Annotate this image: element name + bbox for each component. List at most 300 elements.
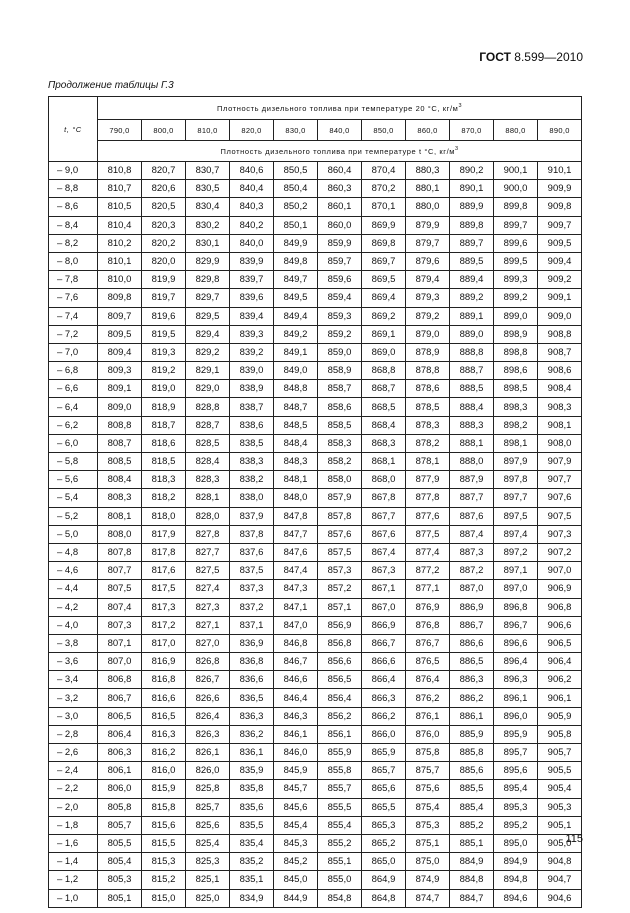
density-cell: 906,8: [538, 598, 582, 616]
density-cell: 887,4: [450, 525, 494, 543]
density-cell: 869,1: [362, 325, 406, 343]
density-header-cell: 870,0: [450, 120, 494, 141]
density-cell: 886,2: [450, 689, 494, 707]
density-cell: 875,4: [406, 798, 450, 816]
density-cell: 849,1: [274, 343, 318, 361]
density-cell: 868,5: [362, 398, 406, 416]
density-cell: 877,6: [406, 507, 450, 525]
density-header-cell: 820,0: [230, 120, 274, 141]
density-cell: 846,3: [274, 707, 318, 725]
temperature-cell: – 5,6: [49, 471, 98, 489]
density-cell: 889,1: [450, 307, 494, 325]
density-cell: 836,2: [230, 725, 274, 743]
density-cell: 879,0: [406, 325, 450, 343]
density-cell: 817,5: [142, 580, 186, 598]
standard-prefix: ГОСТ: [479, 50, 511, 64]
table-row: [49, 362, 582, 380]
density-cell: 845,2: [274, 853, 318, 871]
density-cell: 876,9: [406, 598, 450, 616]
density-cell: 836,3: [230, 707, 274, 725]
density-cell: 847,0: [274, 616, 318, 634]
density-cell: 840,6: [230, 162, 274, 180]
density-cell: 870,1: [362, 198, 406, 216]
density-cell: 859,4: [318, 289, 362, 307]
table-row: [49, 689, 582, 707]
density-cell: 909,8: [538, 198, 582, 216]
density-cell: 875,3: [406, 816, 450, 834]
density-cell: 828,3: [186, 471, 230, 489]
density-cell: 835,4: [230, 834, 274, 852]
temperature-cell: – 7,6: [49, 289, 98, 307]
density-cell: 836,1: [230, 744, 274, 762]
density-cell: 810,5: [98, 198, 142, 216]
density-cell: 807,5: [98, 580, 142, 598]
density-cell: 850,4: [274, 180, 318, 198]
density-cell: 877,8: [406, 489, 450, 507]
density-cell: 865,9: [362, 744, 406, 762]
density-cell: 847,8: [274, 507, 318, 525]
density-cell: 858,9: [318, 362, 362, 380]
density-cell: 817,2: [142, 616, 186, 634]
density-cell: 899,7: [494, 216, 538, 234]
density-cell: 907,5: [538, 507, 582, 525]
density-cell: 889,0: [450, 325, 494, 343]
density-cell: 895,2: [494, 816, 538, 834]
density-cell: 887,0: [450, 580, 494, 598]
temperature-cell: – 6,6: [49, 380, 98, 398]
density-cell: 839,2: [230, 343, 274, 361]
density-cell: 810,2: [98, 234, 142, 252]
density-cell: 860,3: [318, 180, 362, 198]
density-cell: 906,4: [538, 653, 582, 671]
density-cell: 878,8: [406, 362, 450, 380]
density-cell: 839,3: [230, 325, 274, 343]
density-cell: 850,2: [274, 198, 318, 216]
density-cell: 818,7: [142, 416, 186, 434]
density-cell: 895,3: [494, 798, 538, 816]
density-cell: 840,2: [230, 216, 274, 234]
density-cell: 827,7: [186, 543, 230, 561]
table-row: [49, 198, 582, 216]
temperature-cell: – 4,0: [49, 616, 98, 634]
density-cell: 818,9: [142, 398, 186, 416]
density-cell: 805,5: [98, 834, 142, 852]
density-cell: 837,6: [230, 543, 274, 561]
density-cell: 869,0: [362, 343, 406, 361]
density-cell: 908,4: [538, 380, 582, 398]
density-cell: 820,3: [142, 216, 186, 234]
table-row: [49, 180, 582, 198]
density-cell: 816,3: [142, 725, 186, 743]
density-cell: 847,1: [274, 598, 318, 616]
density-cell: 807,4: [98, 598, 142, 616]
density-cell: 847,7: [274, 525, 318, 543]
density-cell: 830,1: [186, 234, 230, 252]
density-cell: 829,2: [186, 343, 230, 361]
table-row: [49, 398, 582, 416]
density-cell: 858,0: [318, 471, 362, 489]
density-cell: 896,0: [494, 707, 538, 725]
density-cell: 835,5: [230, 816, 274, 834]
density-cell: 899,2: [494, 289, 538, 307]
density-cell: 864,9: [362, 871, 406, 889]
density-cell: 896,1: [494, 689, 538, 707]
density-cell: 879,7: [406, 234, 450, 252]
density-cell: 815,8: [142, 798, 186, 816]
density-cell: 816,8: [142, 671, 186, 689]
density-cell: 819,9: [142, 271, 186, 289]
temperature-cell: – 8,2: [49, 234, 98, 252]
density-cell: 838,9: [230, 380, 274, 398]
density-20c-header: Плотность дизельного топлива при температуре 20 °С, $кг/м^3$: [98, 97, 582, 120]
density-cell: 820,7: [142, 162, 186, 180]
density-cell: 875,6: [406, 780, 450, 798]
density-cell: 886,7: [450, 616, 494, 634]
density-cell: 885,9: [450, 725, 494, 743]
density-cell: 810,7: [98, 180, 142, 198]
density-cell: 845,6: [274, 798, 318, 816]
density-cell: 825,3: [186, 853, 230, 871]
temperature-cell: – 3,0: [49, 707, 98, 725]
density-cell: 858,3: [318, 434, 362, 452]
density-cell: 867,4: [362, 543, 406, 561]
density-cell: 908,6: [538, 362, 582, 380]
density-cell: 808,1: [98, 507, 142, 525]
table-row: [49, 580, 582, 598]
table-row: [49, 307, 582, 325]
density-cell: 809,1: [98, 380, 142, 398]
density-cell: 839,7: [230, 271, 274, 289]
density-cell: 894,9: [494, 853, 538, 871]
density-cell: 857,6: [318, 525, 362, 543]
density-cell: 827,4: [186, 580, 230, 598]
density-cell: 868,8: [362, 362, 406, 380]
density-cell: 846,4: [274, 689, 318, 707]
temperature-cell: – 5,0: [49, 525, 98, 543]
temperature-cell: – 7,2: [49, 325, 98, 343]
density-cell: 884,8: [450, 871, 494, 889]
density-cell: 808,4: [98, 471, 142, 489]
density-cell: 867,8: [362, 489, 406, 507]
density-cell: 849,2: [274, 325, 318, 343]
density-cell: 897,8: [494, 471, 538, 489]
density-cell: 835,1: [230, 871, 274, 889]
density-cell: 890,1: [450, 180, 494, 198]
density-cell: 908,8: [538, 325, 582, 343]
density-cell: 884,7: [450, 889, 494, 907]
density-cell: 847,3: [274, 580, 318, 598]
density-cell: 877,5: [406, 525, 450, 543]
density-header-cell: 790,0: [98, 120, 142, 141]
density-cell: 819,0: [142, 380, 186, 398]
density-cell: 805,8: [98, 798, 142, 816]
density-cell: 885,1: [450, 834, 494, 852]
density-cell: 815,3: [142, 853, 186, 871]
density-cell: 905,8: [538, 725, 582, 743]
density-cell: 825,7: [186, 798, 230, 816]
density-cell: 879,2: [406, 307, 450, 325]
density-cell: 855,0: [318, 871, 362, 889]
density-cell: 826,8: [186, 653, 230, 671]
density-header-cell: 800,0: [142, 120, 186, 141]
density-cell: 860,4: [318, 162, 362, 180]
table-row: [49, 525, 582, 543]
density-cell: 806,3: [98, 744, 142, 762]
density-cell: 829,9: [186, 252, 230, 270]
density-cell: 815,2: [142, 871, 186, 889]
density-cell: 888,1: [450, 434, 494, 452]
density-cell: 878,3: [406, 416, 450, 434]
density-cell: 897,9: [494, 453, 538, 471]
density-cell: 899,0: [494, 307, 538, 325]
density-cell: 889,9: [450, 198, 494, 216]
density-cell: 805,3: [98, 871, 142, 889]
density-cell: 847,6: [274, 543, 318, 561]
density-cell: 848,0: [274, 489, 318, 507]
table-row: [49, 707, 582, 725]
density-cell: 898,2: [494, 416, 538, 434]
density-cell: 845,9: [274, 762, 318, 780]
table-row: [49, 343, 582, 361]
density-cell: 855,8: [318, 762, 362, 780]
density-cell: 808,8: [98, 416, 142, 434]
density-cell: 855,7: [318, 780, 362, 798]
density-cell: 807,1: [98, 634, 142, 652]
standard-number: 8.599—2010: [514, 50, 583, 64]
density-cell: 905,0: [538, 834, 582, 852]
table-row: [49, 616, 582, 634]
density-cell: 867,3: [362, 562, 406, 580]
density-cell: 837,8: [230, 525, 274, 543]
density-cell: 887,6: [450, 507, 494, 525]
density-cell: 879,9: [406, 216, 450, 234]
table-body: [49, 162, 582, 908]
temperature-cell: – 3,4: [49, 671, 98, 689]
density-cell: 895,4: [494, 780, 538, 798]
density-cell: 845,0: [274, 871, 318, 889]
density-cell: 808,3: [98, 489, 142, 507]
density-cell: 865,0: [362, 853, 406, 871]
density-cell: 856,2: [318, 707, 362, 725]
temperature-cell: – 7,0: [49, 343, 98, 361]
density-cell: 896,7: [494, 616, 538, 634]
density-cell: 819,6: [142, 307, 186, 325]
temperature-cell: – 2,8: [49, 725, 98, 743]
density-cell: 806,5: [98, 707, 142, 725]
density-cell: 816,9: [142, 653, 186, 671]
density-cell: 826,1: [186, 744, 230, 762]
table-row: [49, 744, 582, 762]
document-code: [479, 50, 583, 64]
density-cell: 806,8: [98, 671, 142, 689]
density-cell: 829,7: [186, 289, 230, 307]
density-cell: 816,0: [142, 762, 186, 780]
temperature-cell: – 2,2: [49, 780, 98, 798]
density-cell: 875,1: [406, 834, 450, 852]
density-cell: 869,4: [362, 289, 406, 307]
table-row: [49, 380, 582, 398]
table-row: [49, 889, 582, 907]
density-cell: 899,3: [494, 271, 538, 289]
density-cell: 809,8: [98, 289, 142, 307]
table-caption: Продолжение таблицы Г.3: [48, 80, 174, 91]
density-cell: 899,5: [494, 252, 538, 270]
density-cell: 909,2: [538, 271, 582, 289]
density-cell: 829,0: [186, 380, 230, 398]
density-cell: 807,0: [98, 653, 142, 671]
density-cell: 859,3: [318, 307, 362, 325]
table-row: [49, 634, 582, 652]
density-cell: 805,1: [98, 889, 142, 907]
density-cell: 859,7: [318, 252, 362, 270]
density-cell: 849,7: [274, 271, 318, 289]
density-cell: 850,5: [274, 162, 318, 180]
table-row: [49, 471, 582, 489]
density-cell: 855,5: [318, 798, 362, 816]
density-cell: 810,1: [98, 252, 142, 270]
density-cell: 826,3: [186, 725, 230, 743]
density-cell: 810,0: [98, 271, 142, 289]
density-cell: 857,8: [318, 507, 362, 525]
density-cell: 867,0: [362, 598, 406, 616]
density-cell: 827,1: [186, 616, 230, 634]
density-cell: 836,6: [230, 671, 274, 689]
temperature-cell: – 4,6: [49, 562, 98, 580]
density-cell: 898,5: [494, 380, 538, 398]
temperature-cell: – 5,4: [49, 489, 98, 507]
density-cell: 870,2: [362, 180, 406, 198]
density-cell: 908,1: [538, 416, 582, 434]
density-cell: 857,2: [318, 580, 362, 598]
density-cell: 835,6: [230, 798, 274, 816]
temperature-cell: – 8,6: [49, 198, 98, 216]
header-row-bottom: [49, 141, 582, 162]
density-cell: 880,0: [406, 198, 450, 216]
density-cell: 828,5: [186, 434, 230, 452]
density-cell: 840,3: [230, 198, 274, 216]
density-cell: 848,8: [274, 380, 318, 398]
table-row: [49, 234, 582, 252]
density-cell: 810,8: [98, 162, 142, 180]
density-cell: 846,1: [274, 725, 318, 743]
density-cell: 875,0: [406, 853, 450, 871]
density-cell: 838,2: [230, 471, 274, 489]
density-cell: 904,6: [538, 889, 582, 907]
density-cell: 896,6: [494, 634, 538, 652]
density-cell: 809,5: [98, 325, 142, 343]
density-cell: 886,6: [450, 634, 494, 652]
density-cell: 866,6: [362, 653, 406, 671]
density-cell: 866,7: [362, 634, 406, 652]
table-row: [49, 853, 582, 871]
density-cell: 825,8: [186, 780, 230, 798]
density-cell: 848,5: [274, 416, 318, 434]
density-cell: 819,7: [142, 289, 186, 307]
header-row-top: [49, 97, 582, 120]
density-cell: 868,7: [362, 380, 406, 398]
density-cell: 845,7: [274, 780, 318, 798]
density-cell: 830,5: [186, 180, 230, 198]
density-cell: 866,2: [362, 707, 406, 725]
density-cell: 837,9: [230, 507, 274, 525]
density-cell: 894,6: [494, 889, 538, 907]
density-cell: 898,6: [494, 362, 538, 380]
density-cell: 908,0: [538, 434, 582, 452]
density-cell: 907,6: [538, 489, 582, 507]
density-cell: 828,1: [186, 489, 230, 507]
density-header-cell: 810,0: [186, 120, 230, 141]
density-cell: 845,4: [274, 816, 318, 834]
density-cell: 839,9: [230, 252, 274, 270]
table-row: [49, 798, 582, 816]
density-cell: 819,2: [142, 362, 186, 380]
density-cell: 859,0: [318, 343, 362, 361]
density-cell: 858,7: [318, 380, 362, 398]
density-cell: 849,0: [274, 362, 318, 380]
density-cell: 856,9: [318, 616, 362, 634]
density-cell: 897,2: [494, 543, 538, 561]
density-cell: 857,5: [318, 543, 362, 561]
density-cell: 845,3: [274, 834, 318, 852]
density-cell: 886,3: [450, 671, 494, 689]
density-cell: 906,2: [538, 671, 582, 689]
density-cell: 876,5: [406, 653, 450, 671]
density-cell: 827,0: [186, 634, 230, 652]
density-cell: 885,4: [450, 798, 494, 816]
density-cell: 867,1: [362, 580, 406, 598]
density-cell: 868,4: [362, 416, 406, 434]
density-cell: 857,1: [318, 598, 362, 616]
density-cell: 830,4: [186, 198, 230, 216]
density-cell: 847,4: [274, 562, 318, 580]
density-cell: 909,1: [538, 289, 582, 307]
density-cell: 859,9: [318, 234, 362, 252]
density-cell: 889,2: [450, 289, 494, 307]
table-row: [49, 434, 582, 452]
density-cell: 895,0: [494, 834, 538, 852]
temperature-cell: – 5,8: [49, 453, 98, 471]
density-cell: 905,9: [538, 707, 582, 725]
density-cell: 868,3: [362, 434, 406, 452]
density-cell: 815,0: [142, 889, 186, 907]
density-cell: 859,6: [318, 271, 362, 289]
density-cell: 825,1: [186, 871, 230, 889]
density-cell: 887,7: [450, 489, 494, 507]
density-cell: 896,8: [494, 598, 538, 616]
density-cell: 805,7: [98, 816, 142, 834]
density-cell: 826,6: [186, 689, 230, 707]
density-cell: 885,6: [450, 762, 494, 780]
density-cell: 869,2: [362, 307, 406, 325]
density-cell: 817,3: [142, 598, 186, 616]
density-cell: 869,9: [362, 216, 406, 234]
temperature-cell: – 2,4: [49, 762, 98, 780]
table-row: [49, 543, 582, 561]
density-cell: 868,1: [362, 453, 406, 471]
density-cell: 868,0: [362, 471, 406, 489]
density-cell: 877,4: [406, 543, 450, 561]
temperature-cell: – 2,6: [49, 744, 98, 762]
density-cell: 896,4: [494, 653, 538, 671]
density-cell: 904,8: [538, 853, 582, 871]
density-cell: 855,9: [318, 744, 362, 762]
density-cell: 817,6: [142, 562, 186, 580]
density-cell: 898,8: [494, 343, 538, 361]
density-cell: 817,8: [142, 543, 186, 561]
density-cell: 806,7: [98, 689, 142, 707]
density-cell: 877,9: [406, 471, 450, 489]
density-cell: 867,6: [362, 525, 406, 543]
